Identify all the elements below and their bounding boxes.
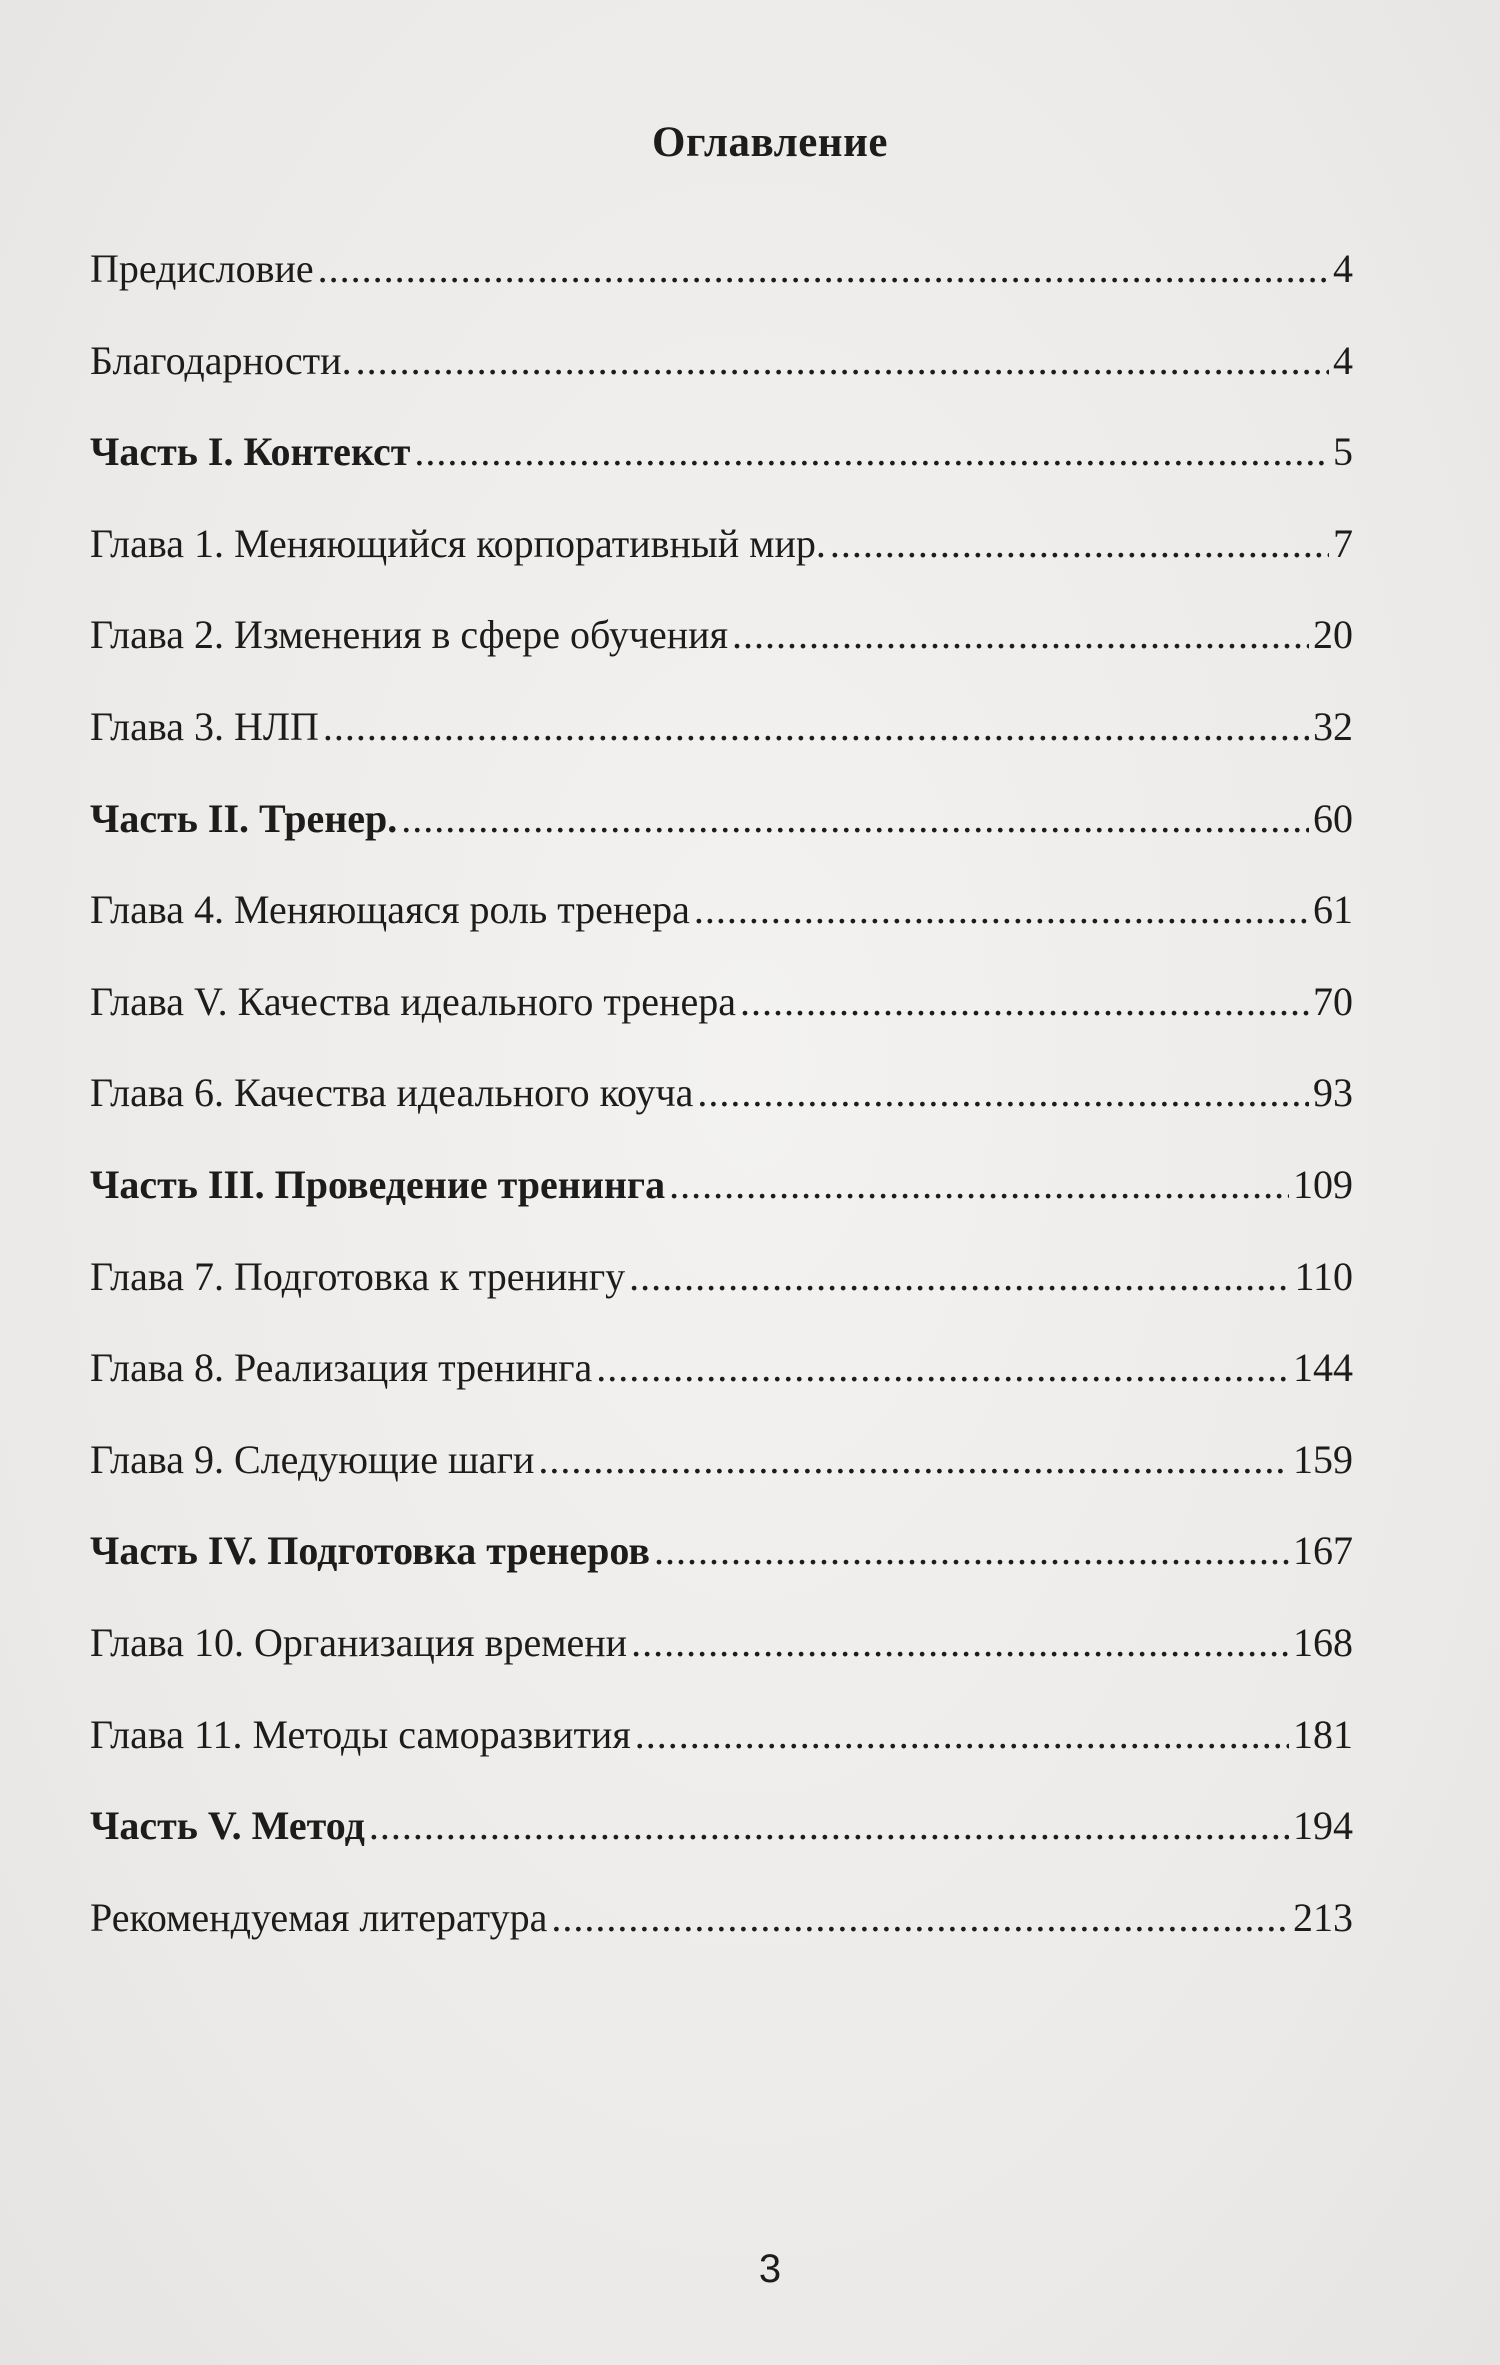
toc-chapter-entry	[90, 611, 1353, 703]
toc-entry-label: Часть III. Проведение тренинга	[90, 1161, 666, 1207]
toc-chapter-entry	[90, 1344, 1353, 1436]
toc-entry-page: 213	[1293, 1894, 1353, 1940]
toc-part-entry	[90, 1161, 1353, 1253]
toc-entry-label: Глава 3. НЛП	[90, 703, 319, 749]
toc-chapter-entry	[90, 245, 1353, 337]
toc-entry-label: Часть IV. Подготовка тренеров	[90, 1528, 650, 1574]
toc-dot-leader	[629, 1253, 1290, 1300]
toc-chapter-entry	[90, 337, 1353, 429]
toc-entry-label: Часть I. Контекст	[90, 429, 411, 475]
toc-dot-leader	[669, 1161, 1289, 1208]
toc-entry-label: Глава 2. Изменения в сфере обучения	[90, 612, 728, 658]
toc-dot-leader	[740, 978, 1309, 1025]
toc-chapter-entry	[90, 1436, 1353, 1528]
toc-dot-leader	[401, 795, 1309, 842]
toc-part-entry	[90, 428, 1353, 520]
toc-dot-leader	[830, 520, 1329, 567]
toc-chapter-entry	[90, 1069, 1353, 1161]
toc-dot-leader	[694, 886, 1309, 933]
toc-dot-leader	[631, 1619, 1289, 1666]
toc-chapter-entry	[90, 1253, 1353, 1345]
toc-entry-label: Глава 1. Меняющийся корпоративный мир.	[90, 520, 826, 566]
toc-entry-label: Глава V. Качества идеального тренера	[90, 978, 736, 1024]
toc-chapter-entry	[90, 703, 1353, 795]
toc-dot-leader	[551, 1894, 1289, 1941]
toc-entry-label: Часть V. Метод	[90, 1803, 365, 1849]
toc-chapter-entry	[90, 886, 1353, 978]
toc-entry-label: Предисловие	[90, 246, 314, 291]
toc-part-entry	[90, 795, 1353, 887]
toc-chapter-entry	[90, 1711, 1353, 1803]
toc-entry-page: 109	[1293, 1161, 1353, 1207]
toc-entry-page: 32	[1313, 703, 1353, 749]
toc-dot-leader	[635, 1711, 1289, 1758]
toc-entry-page: 7	[1333, 520, 1353, 566]
table-of-contents	[90, 245, 1353, 1985]
toc-entry-page: 61	[1313, 887, 1353, 933]
toc-entry-label: Благодарности.	[90, 337, 352, 383]
toc-entry-page: 168	[1293, 1619, 1353, 1665]
toc-chapter-entry	[90, 520, 1353, 612]
toc-chapter-entry	[90, 978, 1353, 1070]
toc-entry-page: 20	[1313, 612, 1353, 658]
toc-dot-leader	[323, 703, 1309, 750]
toc-dot-leader	[732, 611, 1309, 658]
toc-entry-page: 194	[1293, 1803, 1353, 1849]
toc-entry-label: Глава 7. Подготовка к тренингу	[90, 1253, 626, 1299]
toc-entry-label: Рекомендуемая литература	[90, 1894, 548, 1940]
toc-entry-page: 5	[1333, 429, 1353, 475]
toc-entry-label: Глава 11. Методы саморазвития	[90, 1711, 631, 1757]
toc-entry-label: Глава 8. Реализация тренинга	[90, 1345, 593, 1391]
toc-entry-page: 144	[1293, 1345, 1353, 1391]
toc-entry-page: 70	[1313, 978, 1353, 1024]
toc-entry-page: 167	[1293, 1528, 1353, 1574]
toc-title: Оглавление	[652, 119, 888, 166]
toc-dot-leader	[369, 1802, 1289, 1849]
toc-part-entry	[90, 1802, 1353, 1894]
toc-chapter-entry	[90, 1894, 1353, 1986]
toc-dot-leader	[654, 1527, 1289, 1574]
toc-entry-label: Глава 9. Следующие шаги	[90, 1436, 535, 1482]
toc-dot-leader	[414, 428, 1329, 475]
toc-entry-page: 159	[1293, 1436, 1353, 1482]
toc-entry-page: 110	[1294, 1253, 1353, 1299]
toc-dot-leader	[538, 1436, 1289, 1483]
toc-entry-label: Часть II. Тренер.	[90, 795, 398, 841]
toc-entry-label: Глава 6. Качества идеального коуча	[90, 1070, 694, 1116]
toc-dot-leader	[318, 245, 1329, 292]
page-number: 3	[758, 2247, 782, 2291]
toc-chapter-entry	[90, 1619, 1353, 1711]
toc-part-entry	[90, 1527, 1353, 1619]
toc-entry-page: 181	[1293, 1711, 1353, 1757]
toc-dot-leader	[356, 337, 1329, 384]
toc-entry-label: Глава 10. Организация времени	[90, 1619, 628, 1665]
toc-entry-label: Глава 4. Меняющаяся роль тренера	[90, 887, 690, 933]
toc-dot-leader	[596, 1344, 1289, 1391]
toc-entry-page: 4	[1333, 337, 1353, 383]
toc-entry-page: 60	[1313, 795, 1353, 841]
toc-dot-leader	[697, 1069, 1309, 1116]
toc-entry-page: 4	[1333, 246, 1353, 291]
toc-entry-page: 93	[1313, 1070, 1353, 1116]
